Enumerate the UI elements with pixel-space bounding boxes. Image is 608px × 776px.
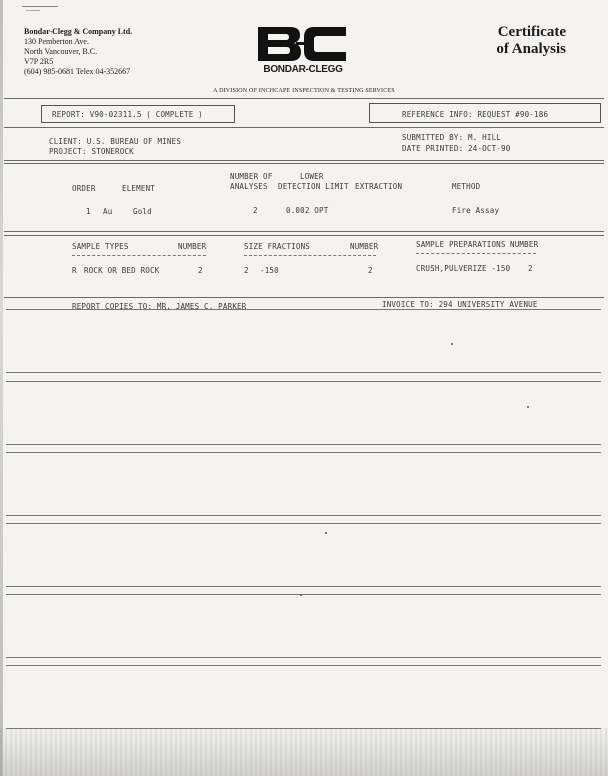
section-divider-4 bbox=[4, 297, 604, 298]
postal-code: V7P 2R5 bbox=[24, 57, 54, 66]
row-analyses: 2 bbox=[253, 206, 258, 215]
col-number-1: NUMBER bbox=[178, 242, 207, 251]
size-fraction: -150 bbox=[260, 266, 279, 275]
row-method: Fire Assay bbox=[452, 206, 500, 215]
section-divider-3 bbox=[4, 231, 604, 232]
col-number-of: NUMBER OF bbox=[230, 172, 273, 181]
col-method: METHOD bbox=[452, 182, 481, 191]
col-sample-types: SAMPLE TYPES bbox=[72, 242, 129, 251]
blank-panel-3 bbox=[6, 452, 601, 516]
blank-panel-6 bbox=[6, 665, 601, 729]
client-line: CLIENT: U.S. BUREAU OF MINES bbox=[49, 137, 182, 146]
scan-speck bbox=[300, 594, 302, 596]
row-order: 1 bbox=[86, 207, 91, 216]
col-element: ELEMENT bbox=[122, 184, 156, 193]
phone-telex: (604) 985-0681 Telex 04-352667 bbox=[24, 67, 131, 76]
blank-panel-4 bbox=[6, 523, 601, 587]
scan-grain-bottom bbox=[0, 728, 608, 776]
title-line-2: of Analysis bbox=[496, 41, 566, 57]
col-number-2: NUMBER bbox=[350, 242, 379, 251]
date-printed: DATE PRINTED: 24-OCT-90 bbox=[402, 144, 511, 153]
report-copies-to: REPORT COPIES TO: MR. JAMES C. PARKER bbox=[72, 302, 247, 311]
underline-size-fractions bbox=[244, 255, 376, 256]
size-number: 2 bbox=[368, 266, 373, 275]
bondar-clegg-logo bbox=[256, 25, 348, 68]
report-number: REPORT: V90-02311.5 ( COMPLETE ) bbox=[52, 110, 203, 119]
col-size-fractions: SIZE FRACTIONS bbox=[244, 242, 311, 251]
size-code: 2 bbox=[244, 266, 249, 275]
invoice-to: INVOICE TO: 294 UNIVERSITY AVENUE bbox=[382, 300, 538, 309]
company-name: Bondar-Clegg & Company Ltd. bbox=[24, 27, 133, 36]
company-address-block bbox=[24, 27, 132, 77]
corner-marking bbox=[22, 4, 62, 12]
title-line-1: Certificate bbox=[497, 24, 566, 40]
row-symbol: Au bbox=[103, 207, 113, 216]
submitted-by: SUBMITTED BY: M. HILL bbox=[402, 133, 502, 142]
col-order: ORDER bbox=[72, 184, 96, 193]
col-detection-limit: DETECTION LIMIT bbox=[278, 182, 349, 191]
scan-speck bbox=[527, 406, 529, 408]
scan-speck bbox=[325, 532, 327, 534]
header-divider bbox=[4, 98, 604, 99]
page-edge-shadow bbox=[0, 0, 3, 776]
col-sample-preparations: SAMPLE PREPARATIONS bbox=[416, 240, 506, 249]
section-divider-2 bbox=[4, 160, 604, 161]
col-lower: LOWER bbox=[300, 172, 324, 181]
prep-number: 2 bbox=[528, 264, 533, 273]
reference-info: REFERENCE INFO: REQUEST #90-186 bbox=[402, 110, 549, 119]
scan-speck bbox=[451, 343, 453, 345]
sample-type: ROCK OR BED ROCK bbox=[84, 266, 160, 275]
blank-panel-2 bbox=[6, 381, 601, 445]
sample-type-code: R bbox=[72, 266, 77, 275]
section-divider-1 bbox=[4, 127, 604, 128]
col-number-3: NUMBER bbox=[510, 240, 539, 249]
section-divider-3b bbox=[4, 235, 604, 236]
division-note: A DIVISION OF INCHCAPE INSPECTION & TESTING SERVICES bbox=[213, 88, 395, 94]
col-extraction: EXTRACTION bbox=[355, 182, 403, 191]
row-element: Gold bbox=[133, 207, 152, 216]
project-line: PROJECT: STONEROCK bbox=[49, 147, 134, 156]
section-divider-2b bbox=[4, 163, 604, 164]
sample-type-number: 2 bbox=[198, 266, 203, 275]
address-line-2: North Vancouver, B.C. bbox=[24, 47, 98, 56]
row-detection-limit: 0.002 OPT bbox=[286, 206, 329, 215]
blank-panel-1 bbox=[6, 309, 601, 373]
logo-wordmark: BONDAR-CLEGG bbox=[263, 64, 343, 75]
document-title bbox=[496, 24, 566, 58]
col-analyses: ANALYSES bbox=[230, 182, 268, 191]
bc-logo-mark bbox=[256, 25, 348, 63]
underline-sample-preparations bbox=[416, 253, 536, 254]
underline-sample-types bbox=[72, 255, 206, 256]
blank-panel-5 bbox=[6, 594, 601, 658]
prep-method: CRUSH,PULVERIZE -150 bbox=[416, 264, 511, 273]
address-line-1: 130 Pemberton Ave. bbox=[24, 37, 89, 46]
